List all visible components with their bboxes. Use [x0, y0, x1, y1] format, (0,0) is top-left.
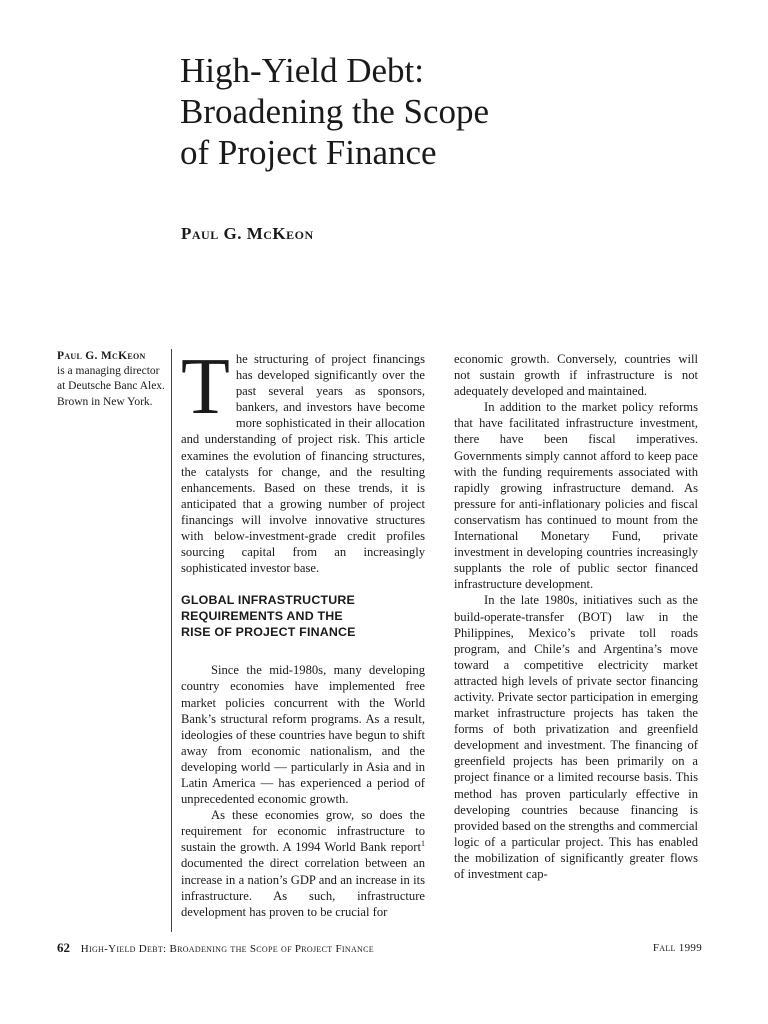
page-number: 62 — [57, 940, 70, 955]
article-title — [180, 50, 600, 173]
section-heading — [181, 592, 425, 640]
body-column-right — [454, 351, 698, 882]
title-line-3: of Project Finance — [180, 133, 437, 172]
section-heading-line-3: RISE OF PROJECT FINANCE — [181, 625, 356, 640]
section-heading-line-2: REQUIREMENTS AND THE — [181, 609, 343, 624]
author-sidebar — [57, 349, 167, 410]
running-title: High-Yield Debt: Broadening the Scope of Project Finance — [80, 943, 374, 955]
drop-cap: T — [181, 343, 230, 431]
page-footer-left — [57, 940, 374, 956]
intro-paragraph — [181, 343, 425, 576]
body-paragraph-3: In addition to the market policy reforms that have facilitated infrastructure investment, there have been fiscal imperatives. Governments simply cannot afford to keep pace with the funding requirements associated with rapidly growing infrastructure demand. As pressure for anti-inflationary policies and fiscal conservatism has continued to mount from the International Monetary Fund, private investment in developing countries increasingly supplants the role of public sector financed infrastructure development. — [454, 400, 698, 592]
sidebar-divider — [171, 349, 172, 932]
issue-label: Fall 1999 — [652, 942, 702, 954]
body-paragraph-1: Since the mid-1980s, many developing country economies have implemented free market policies concurrent with the World Bank’s structural reform programs. As a result, ideologies of these countries have begun to shift away from economic nationalism, and the developing world — particularly in Asia and in Latin America — has experienced a period of unprecedented economic growth. — [181, 663, 425, 807]
paragraph-2-text-b: documented the direct correlation between an increase in a nation’s GDP and an increase in its infrastructure. As such, infrastructure development has proven to be crucial for — [181, 856, 425, 919]
title-line-1: High-Yield Debt: — [180, 51, 424, 90]
intro-text: he structuring of project financings has developed significantly over the past several years as sponsors, bankers, and investors have become more sophisticated in their allocation and understanding of project risk. This article examines the evolution of financing structures, the catalysts for change, and the resulting enhancements. Based on these trends, it is anticipated that a growing number of project financings will involve innovative structures with below-investment-grade credit profiles sourcing capital from an increasingly sophisticated investor base. — [181, 352, 425, 576]
body-paragraph-2-continued: economic growth. Conversely, countries will not sustain growth if infrastructure is not adequately developed and maintained. — [454, 352, 698, 399]
footnote-marker[interactable]: 1 — [421, 839, 425, 849]
body-column-left — [181, 343, 425, 920]
body-paragraph-2 — [181, 807, 425, 920]
article-author: Paul G. McKeon — [181, 224, 314, 243]
sidebar-author-bio: is a managing director at Deutsche Banc Alex. Brown in New York. — [57, 365, 165, 408]
title-line-2: Broadening the Scope — [180, 92, 490, 131]
body-paragraph-4: In the late 1980s, initiatives such as the build-operate-transfer (BOT) law in the Philippines, Mexico’s private toll roads program, and Chile’s and Argentina’s move toward a competitive electricity market attracted high levels of private sector financing activity. Private sector participation in emerging market infrastructure projects has taken the forms of both privatization and greenfield development and investment. The financing of greenfield projects has been primarily on a project finance or a limited recourse basis. This method has proven particularly effective in developing countries because financing is provided based on the strengths and commercial logic of a particular project. This has enabled the mobilization of significantly greater flows of investment cap- — [454, 593, 698, 881]
sidebar-author-name: Paul G. McKeon — [57, 350, 146, 362]
paragraph-2-text-a: As these economies grow, so does the requirement for economic infrastructure to sustain the growth. A 1994 World Bank report — [181, 808, 425, 855]
section-heading-line-1: GLOBAL INFRASTRUCTURE — [181, 593, 355, 608]
